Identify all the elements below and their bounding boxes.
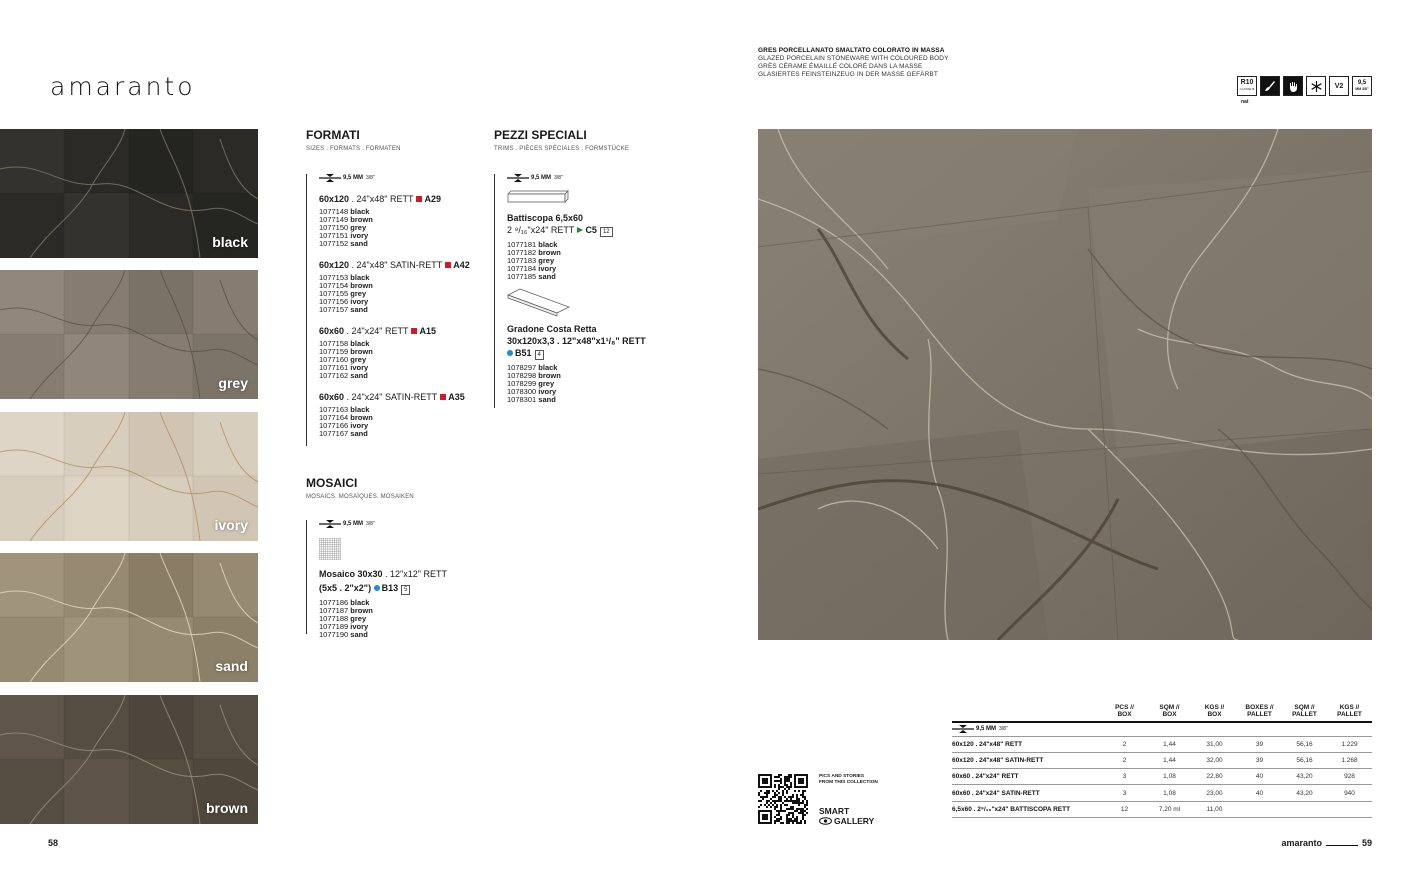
mosaic-grid-icon — [319, 538, 341, 560]
pezzi-title: PEZZI SPECIALI — [494, 128, 587, 142]
feature-icons — [1237, 76, 1372, 96]
shade-variation-icon: V2 — [1329, 76, 1349, 96]
page-number-right: 59 — [1361, 838, 1372, 848]
product-code: 1077163 black — [319, 405, 370, 414]
product-hero-image — [758, 129, 1372, 640]
gradone-codes — [507, 364, 694, 404]
product-code: 1077148 black — [319, 207, 370, 216]
product-code: 1077184 ivory — [507, 264, 557, 273]
product-code: 1077152 sand — [319, 239, 368, 248]
table-row: 60x120 . 24"x48" SATIN-RETT 2 1,44 32,00 39 56,16 1.268 — [952, 752, 1372, 768]
table-row: 60x60 . 24"x24" RETT 3 1,08 22,80 40 43,20 928 — [952, 769, 1372, 785]
pezzi-section — [494, 128, 694, 152]
mosaic-name: Mosaico 30x30 . 12"x12" RETT — [319, 569, 447, 579]
product-code: 1077186 black — [319, 598, 370, 607]
battiscopa-codes — [507, 241, 694, 281]
table-header-cell: SQM // PALLET — [1292, 704, 1317, 718]
slip-rating-caption: nat — [1241, 99, 1249, 105]
red-square-icon — [440, 394, 446, 400]
description-line: GLAZED PORCELAIN STONEWARE WITH COLOURED BODY — [758, 55, 949, 62]
table-row: 60x120 . 24"x48" RETT 2 1,44 31,00 39 56,16 1.229 — [952, 736, 1372, 752]
frost-icon — [1306, 76, 1326, 96]
product-code: 1077167 sand — [319, 429, 368, 438]
product-code: 1077153 black — [319, 273, 370, 282]
gradone-spec: 30x120x3,3 . 12"x48"x1¹/₈" RETT — [507, 336, 646, 346]
page-number-left: 58 — [48, 838, 59, 848]
product-code: 1077189 ivory — [319, 622, 369, 631]
red-square-icon — [445, 262, 451, 268]
collection-title: amaranto — [50, 72, 196, 101]
table-header-cell: KGS // BOX — [1204, 704, 1225, 718]
brush-icon — [1260, 76, 1280, 96]
product-code: 1077156 ivory — [319, 297, 369, 306]
swatch-label: black — [212, 234, 248, 250]
table-header — [952, 704, 1372, 722]
thickness-icon — [507, 174, 529, 182]
product-code: 1077151 ivory — [319, 231, 369, 240]
gradone-name: Gradone Costa Retta — [507, 324, 597, 334]
thickness-badge-icon: 9,5 MM 3/8" — [1352, 76, 1372, 96]
mosaic-codes — [319, 599, 486, 639]
mosaic-spec: (5x5 . 2"x2") B13 5 — [319, 583, 486, 595]
product-code: 1077182 brown — [507, 248, 561, 257]
swatch-ivory — [0, 412, 258, 541]
eye-icon — [819, 817, 832, 825]
description-line: GRÈS CÉRAME ÉMAILLÉ COLORÉ DANS LA MASSE — [758, 63, 923, 70]
thickness-label: 9,5 MM 3/8" — [507, 174, 694, 182]
table-header-cell: PCS // BOX — [1115, 704, 1134, 718]
footer-rule — [1326, 845, 1358, 846]
battiscopa-spec: 2 ⁹/₁₆"x24" RETT C5 12 — [507, 225, 694, 237]
red-square-icon — [411, 328, 417, 334]
battiscopa-drawing-icon — [507, 190, 569, 204]
thickness-label: 9,5 MM 3/8" — [319, 174, 486, 182]
product-description — [758, 47, 949, 79]
table-row: 6,5x60 . 2⁹/₁₆"x24" BATTISCOPA RETT 12 7,20 ml 11,00 — [952, 801, 1372, 817]
qr-caption: PICS AND STORIES FROM THIS COLLECTION — [819, 774, 878, 785]
product-code: 1077187 brown — [319, 606, 373, 615]
product-code: 1077158 black — [319, 339, 370, 348]
qr-code[interactable] — [758, 774, 808, 824]
product-code: 1077160 grey — [319, 355, 367, 364]
thickness-label: 9,5 MM 3/8" — [952, 725, 1372, 733]
table-header-cell: BOXES // PALLET — [1245, 704, 1274, 718]
product-code: 1077185 sand — [507, 272, 556, 281]
formati-subtitle: SIZES . FORMATS . FORMATEN — [306, 146, 401, 152]
product-code: 1078299 grey — [507, 379, 555, 388]
product-code: 1078301 sand — [507, 395, 556, 404]
formati-title: FORMATI — [306, 128, 360, 142]
product-code: 1077150 grey — [319, 223, 367, 232]
blue-dot-icon — [507, 350, 513, 356]
swatch-sand — [0, 553, 258, 682]
product-code: 1077190 sand — [319, 630, 368, 639]
product-code: 1077154 brown — [319, 281, 373, 290]
description-line: GLASIERTES FEINSTEINZEUG IN DER MASSE GEFÄRBT — [758, 71, 938, 78]
table-row: 60x60 . 24"x24" SATIN-RETT 3 1,08 23,00 40 43,20 940 — [952, 785, 1372, 801]
table-header-cell: SQM // BOX — [1159, 704, 1180, 718]
blue-dot-icon — [374, 585, 380, 591]
swatch-label: ivory — [214, 517, 248, 533]
product-code: 1077159 brown — [319, 347, 373, 356]
product-code: 1077157 sand — [319, 305, 368, 314]
footer-right — [1281, 838, 1372, 848]
format-item — [319, 392, 486, 438]
product-code: 1077161 ivory — [319, 363, 369, 372]
table-body — [952, 722, 1372, 817]
footer-brand: amaranto — [1281, 838, 1322, 848]
swatch-black — [0, 129, 258, 258]
formati-section — [306, 128, 486, 152]
product-code: 1077149 brown — [319, 215, 373, 224]
format-title: 60x120 . 24"x48" RETT A29 — [319, 194, 441, 204]
smart-gallery-label[interactable]: SMART GALLERY — [819, 806, 875, 826]
formati-list — [306, 174, 486, 446]
product-code: 1078298 brown — [507, 371, 561, 380]
product-code: 1077164 brown — [319, 413, 373, 422]
product-code: 1077162 sand — [319, 371, 368, 380]
description-line: GRES PORCELLANATO SMALTATO COLORATO IN MASSA — [758, 47, 945, 54]
packing-table-wrap — [952, 704, 1372, 818]
mosaici-subtitle: MOSAICS. MOSAÏQUES. MOSAIKEN — [306, 494, 414, 500]
pezzi-subtitle: TRIMS . PIÈCES SPÉCIALES . FORMSTÜCKE — [494, 146, 630, 152]
swatch-brown — [0, 695, 258, 824]
gradone-code: B51 4 — [507, 348, 694, 360]
format-item — [319, 194, 486, 248]
product-code: 1077155 grey — [319, 289, 367, 298]
swatch-label: grey — [218, 375, 248, 391]
product-code: 1078300 ivory — [507, 387, 557, 396]
swatch-label: sand — [215, 658, 248, 674]
table-header-cell: KGS // PALLET — [1337, 704, 1362, 718]
thickness-icon — [319, 520, 341, 528]
mosaici-list — [306, 520, 486, 639]
slip-rating-icon: R10 CLASSE B — [1237, 76, 1257, 96]
thickness-icon — [319, 174, 341, 182]
hand-icon — [1283, 76, 1303, 96]
red-square-icon — [416, 196, 422, 202]
thickness-label: 9,5 MM 3/8" — [319, 520, 486, 528]
format-item — [319, 260, 486, 314]
format-title: 60x60 . 24"x24" SATIN-RETT A35 — [319, 392, 465, 402]
format-title: 60x120 . 24"x48" SATIN-RETT A42 — [319, 260, 470, 270]
gradone-drawing-icon — [507, 287, 571, 317]
swatch-label: brown — [206, 800, 248, 816]
packing-table — [952, 704, 1372, 818]
thickness-icon — [952, 725, 974, 733]
battiscopa-name: Battiscopa 6,5x60 — [507, 213, 584, 223]
swatch-grey — [0, 270, 258, 399]
product-code: 1077181 black — [507, 240, 558, 249]
product-code: 1077166 ivory — [319, 421, 369, 430]
format-item — [319, 326, 486, 380]
green-triangle-icon — [577, 227, 583, 233]
mosaici-title: MOSAICI — [306, 476, 358, 490]
product-code: 1077183 grey — [507, 256, 555, 265]
product-code: 1078297 black — [507, 363, 558, 372]
pezzi-list — [494, 174, 694, 408]
format-title: 60x60 . 24"x24" RETT A15 — [319, 326, 436, 336]
product-code: 1077188 grey — [319, 614, 367, 623]
mosaici-section — [306, 476, 486, 500]
